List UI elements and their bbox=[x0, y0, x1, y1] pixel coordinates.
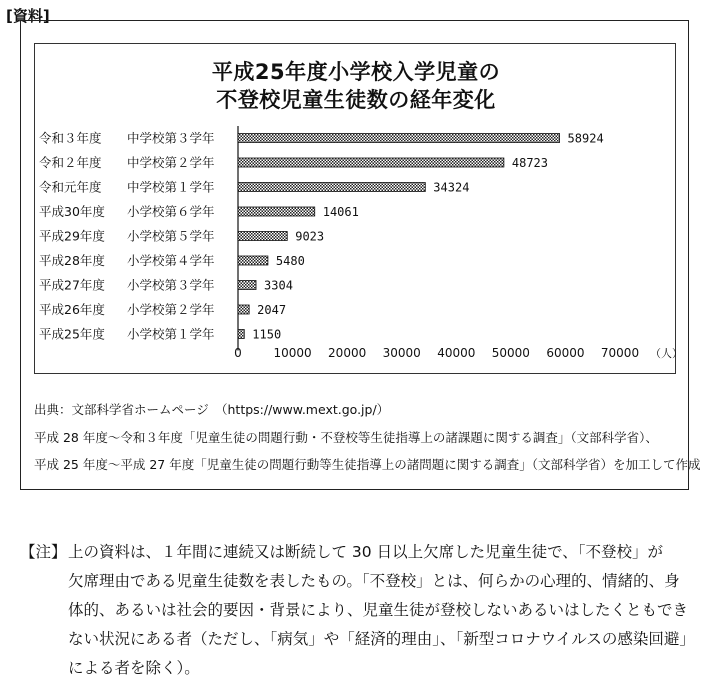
note-heading: 【注】 bbox=[20, 543, 67, 561]
bar bbox=[238, 232, 287, 241]
bar-value-label: 9023 bbox=[295, 229, 325, 244]
note-line-4: ない状況にある者（ただし、「病気」や「経済的理由」、「新型コロナウイルスの感染回避」 bbox=[68, 630, 695, 648]
category-year-label: 平成26年度 bbox=[39, 302, 105, 317]
bar-chart bbox=[35, 44, 683, 375]
bar-value-label: 14061 bbox=[322, 205, 359, 219]
category-grade-label: 中学校第２学年 bbox=[127, 155, 215, 170]
bar bbox=[238, 134, 560, 143]
x-tick-label: 40000 bbox=[437, 346, 476, 360]
category-grade-label: 小学校第６学年 bbox=[127, 204, 215, 219]
bar-value-label: 48723 bbox=[511, 156, 549, 170]
category-year-label: 令和元年度 bbox=[39, 179, 102, 195]
category-year-label: 平成30年度 bbox=[39, 204, 105, 219]
x-tick-label: 60000 bbox=[546, 346, 585, 360]
note-line-3: 体的、あるいは社会的要因・背景により、児童生徒が登校しないあるいはしたくともでき bbox=[68, 601, 689, 619]
bar bbox=[238, 158, 504, 167]
x-axis-unit: （人） bbox=[650, 347, 683, 360]
source-line-1: 出典：文部科学省ホームページ （https://www.mext.go.jp/） bbox=[34, 402, 390, 417]
category-year-label: 平成29年度 bbox=[39, 228, 105, 244]
bar bbox=[238, 330, 244, 339]
material-label: [資料] bbox=[6, 7, 50, 25]
category-year-label: 平成28年度 bbox=[39, 253, 105, 268]
category-grade-label: 中学校第１学年 bbox=[127, 179, 215, 195]
chart-title-line2: 不登校児童生徒数の経年変化 bbox=[216, 88, 496, 112]
bar bbox=[238, 305, 249, 314]
x-tick-label: 20000 bbox=[328, 346, 367, 360]
bar bbox=[238, 281, 256, 290]
chart-container bbox=[34, 43, 683, 374]
bar-value-label: 34324 bbox=[433, 180, 470, 195]
x-tick-label: 30000 bbox=[382, 346, 421, 360]
bar-value-label: 58924 bbox=[567, 131, 604, 146]
x-tick-label: 0 bbox=[234, 346, 242, 360]
category-grade-label: 小学校第４学年 bbox=[127, 253, 215, 268]
note-block bbox=[20, 538, 695, 683]
note-line-2: 欠席理由である児童生徒数を表したもの。「不登校」とは、何らかの心理的、情緒的、身 bbox=[68, 572, 680, 590]
bar-value-label: 2047 bbox=[257, 303, 287, 317]
bar bbox=[238, 256, 268, 265]
bar-value-label: 5480 bbox=[275, 254, 305, 268]
note-line-1: 上の資料は、１年間に連続又は断続して 30 日以上欠席した児童生徒で、「不登校」が bbox=[68, 543, 664, 561]
category-year-label: 令和３年度 bbox=[39, 130, 102, 146]
category-grade-label: 小学校第３学年 bbox=[127, 277, 215, 293]
category-year-label: 平成25年度 bbox=[39, 326, 105, 342]
source-line-2: 平成 28 年度～令和３年度「児童生徒の問題行動・不登校等生徒指導上の諸課題に関する調査」（文部科学省）、 bbox=[34, 430, 658, 445]
category-grade-label: 小学校第２学年 bbox=[127, 302, 215, 317]
bar bbox=[238, 207, 315, 216]
bar-value-label: 3304 bbox=[264, 278, 293, 293]
x-tick-label: 50000 bbox=[491, 346, 530, 360]
bar bbox=[238, 183, 425, 192]
category-grade-label: 小学校第１学年 bbox=[127, 326, 215, 342]
category-year-label: 平成27年度 bbox=[39, 277, 105, 293]
category-year-label: 令和２年度 bbox=[39, 155, 102, 170]
x-tick-label: 10000 bbox=[273, 346, 312, 360]
category-grade-label: 中学校第３学年 bbox=[127, 130, 215, 146]
chart-title-line1: 平成25年度小学校入学児童の bbox=[211, 60, 501, 84]
source-line-3: 平成 25 年度～平成 27 年度「児童生徒の問題行動等生徒指導上の諸問題に関する調査」（文部科学省）を加工して作成 bbox=[34, 457, 701, 472]
bar-value-label: 1150 bbox=[252, 327, 282, 342]
x-tick-label: 70000 bbox=[600, 346, 640, 360]
note-line-5: による者を除く）。 bbox=[68, 659, 200, 677]
category-grade-label: 小学校第５学年 bbox=[127, 228, 215, 244]
